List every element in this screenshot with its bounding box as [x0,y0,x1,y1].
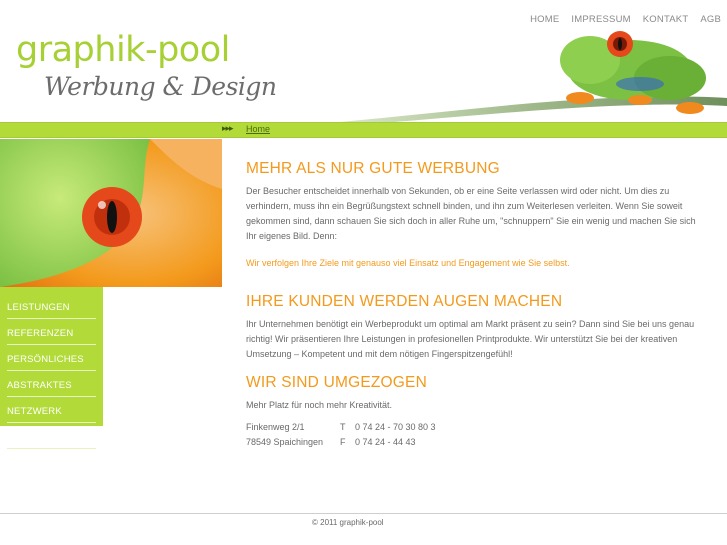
breadcrumb-arrows-icon: ▸▸▸ [222,123,233,133]
footer-copyright: © 2011 graphik-pool [312,518,384,527]
section-highlight: Wir verfolgen Ihre Ziele mit genauso viel Einsatz und Engagement wie Sie selbst. [246,258,570,268]
sidebar-item-persoenliches[interactable] [7,345,96,371]
address-block [246,420,706,449]
sidebar-item-label: LEISTUNGEN [7,302,70,313]
phone-label: T [340,422,346,432]
logo-subtitle: Werbung & Design [44,72,277,101]
sidebar-item-label: NEWS [7,432,37,443]
sidebar-item-label: REFERENZEN [7,328,74,339]
breadcrumb-home-link[interactable]: Home [246,124,271,134]
address-street: Finkenweg 2/1 [246,422,305,432]
footer-divider [0,513,727,514]
fax-number: 0 74 24 - 44 43 [355,437,416,447]
sidebar-item-netzwerk[interactable] [7,397,96,423]
section-body-umzug: Mehr Platz für noch mehr Kreativität. [246,400,393,410]
sidebar-item-leistungen[interactable] [7,293,96,319]
breadcrumb-bar [0,122,727,138]
nav-home[interactable]: HOME [530,14,560,25]
sidebar-item-news[interactable] [7,423,96,449]
phone-number: 0 74 24 - 70 30 80 3 [355,422,436,432]
logo-title[interactable]: graphik-pool [16,30,230,70]
section-title-kunden: IHRE KUNDEN WERDEN AUGEN MACHEN [246,293,563,310]
nav-impressum[interactable]: IMPRESSUM [571,14,631,25]
section-title-umzug: WIR SIND UMGEZOGEN [246,374,427,391]
section-body-werbung: Der Besucher entscheidet innerhalb von Sekunden, ob er eine Seite verlassen wird oder nicht. Um dies zu verhindern, muss ihn ein Begrüßungstext schnell binden, und ihn zum Weiterlesen verleiten. Wenn Sie soweit gekommen sind, dann schauen Sie sich doch in aller Ruhe um, "schnuppern" Sie ein wenig und machen Sie sich Ihr eigenes Bild. Denn: [246,186,696,241]
sidebar-item-label: PERSÖNLICHES [7,354,84,365]
main-content [246,160,706,449]
sidebar-menu [0,287,103,443]
sidebar-item-referenzen[interactable] [7,319,96,345]
section-title-werbung: MEHR ALS NUR GUTE WERBUNG [246,160,500,177]
nav-kontakt[interactable]: KONTAKT [642,14,689,25]
fax-label: F [340,437,346,447]
section-body-kunden: Ihr Unternehmen benötigt ein Werbeprodukt um optimal am Markt präsent zu sein? Dann sind Sie bei uns genau richtig! Wir präsentieren Ihre Leistungen in profesionellen Printprodukte. Wir unterstützt Sie bei der kreativen Umsetzung – Kompetent und mit dem nötigen Fingerspitzengefühl! [246,319,695,359]
nav-agb[interactable]: AGB [700,14,721,25]
sidebar-item-label: NETZWERK [7,406,62,417]
frog-closeup-image [0,139,222,287]
header-frog-image [340,22,727,126]
sidebar-item-label: ABSTRAKTES [7,380,72,391]
address-city: 78549 Spaichingen [246,437,324,447]
sidebar-item-abstraktes[interactable] [7,371,96,397]
